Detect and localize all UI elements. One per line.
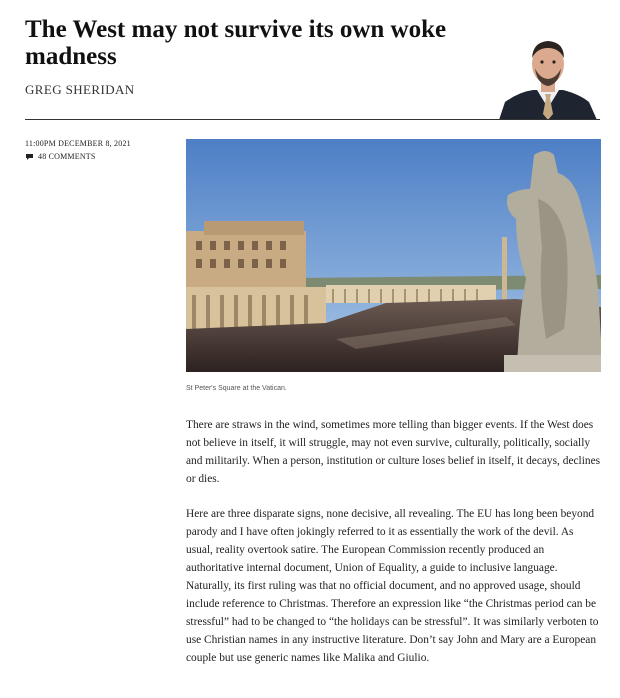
hero-image	[186, 139, 601, 372]
author-byline[interactable]: GREG SHERIDAN	[25, 82, 135, 97]
publish-timestamp: 11:00PM DECEMBER 8, 2021	[25, 139, 131, 148]
article-meta	[25, 139, 131, 161]
article-body	[186, 416, 602, 684]
author-photo	[497, 36, 599, 120]
article-headline: The West may not survive its own woke madness	[25, 16, 447, 70]
article-paragraph: Here are three disparate signs, none decisive, all revealing. The EU has long been beyond parody and I have often jokingly referred to it as essentially the work of the devil. As usual, reality overtook satire. The European Commission recently produced an authoritative internal document, Union of Equality, a guide to inclusive language. Naturally, its first ruling was that no official document, and no approved usage, should include reference to Christmas. Therefore an expression like “the Christmas period can be stressful” had to be changed to “the holidays can be stressful”. It was similarly verboten to use Christian names in any instructive literature. Don’t say John and Mary are a European couple but use generic names like Malika and Giulio.	[186, 508, 599, 664]
image-caption: St Peter's Square at the Vatican.	[186, 385, 287, 392]
article-paragraph: There are straws in the wind, sometimes more telling than bigger events. If the West does not believe in itself, it will struggle, may not even survive, culturally, politically, socially and militarily. When a person, institution or culture loses belief in itself, it decays, declines or dies.	[186, 419, 601, 485]
comment-icon	[25, 153, 34, 161]
header-divider	[25, 119, 600, 120]
comments-count: 48 COMMENTS	[38, 152, 96, 161]
comments-link[interactable]	[25, 152, 131, 161]
